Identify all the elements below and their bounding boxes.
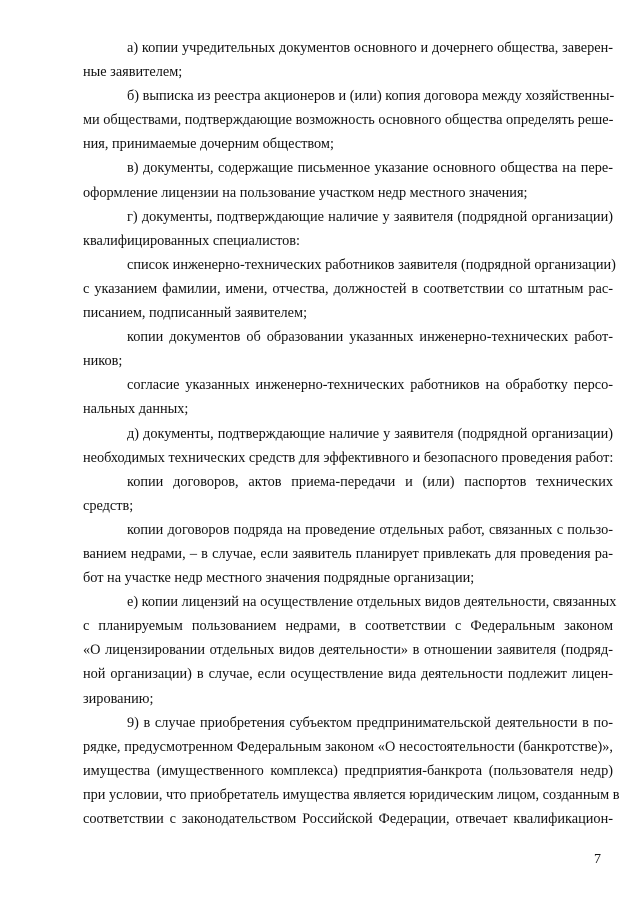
page-number: 7 bbox=[594, 852, 601, 867]
text-line: б) выписка из реестра акционеров и (или) копия договора между хозяйственны- bbox=[127, 88, 615, 105]
text-line: ванием недрами, – в случае, если заявитель планирует привлекать для проведения ра- bbox=[83, 545, 613, 562]
text-line: оформление лицензии на пользование участком недр местного значения; bbox=[83, 184, 528, 201]
text-line: зированию; bbox=[83, 690, 154, 707]
text-line: согласие указанных инженерно-технических работников на обработку персо- bbox=[127, 377, 613, 394]
text-line: необходимых технических средств для эффективного и безопасного проведения работ: bbox=[83, 449, 614, 466]
text-line: при условии, что приобретатель имущества является юридическим лицом, созданным в bbox=[83, 786, 620, 803]
text-line: копии договоров, актов приема-передачи и (или) паспортов технических bbox=[127, 473, 613, 490]
text-line: соответствии с законодательством Российской Федерации, отвечает квалификацион- bbox=[83, 811, 613, 827]
text-line: бот на участке недр местного значения подрядные организации; bbox=[83, 570, 475, 587]
document-body bbox=[83, 36, 620, 831]
text-line: ников; bbox=[83, 353, 123, 370]
text-line: с планируемым пользованием недрами, в соответствии с Федеральным законом bbox=[83, 618, 613, 635]
text-line: 9) в случае приобретения субъектом предпринимательской деятельности в по- bbox=[127, 714, 613, 731]
text-line: средств; bbox=[83, 497, 134, 514]
text-line: писанием, подписанный заявителем; bbox=[83, 305, 308, 322]
text-line: ния, принимаемые дочерним обществом; bbox=[83, 136, 334, 153]
text-line: ми обществами, подтверждающие возможность основного общества определять реше- bbox=[83, 112, 614, 129]
text-line: с указанием фамилии, имени, отчества, должностей в соответствии со штатным рас- bbox=[83, 280, 613, 297]
text-line: «О лицензировании отдельных видов деятельности» в отношении заявителя (подряд- bbox=[83, 642, 613, 659]
text-line: е) копии лицензий на осуществление отдельных видов деятельности, связанных bbox=[127, 594, 617, 611]
text-line: д) документы, подтверждающие наличие у заявителя (подрядной организации) bbox=[127, 425, 613, 442]
text-line: г) документы, подтверждающие наличие у заявителя (подрядной организации) bbox=[127, 208, 613, 225]
text-line: ные заявителем; bbox=[83, 64, 183, 81]
text-line: а) копии учредительных документов основного и дочернего общества, заверен- bbox=[127, 40, 613, 56]
text-line: копии документов об образовании указанных инженерно-технических работ- bbox=[127, 329, 613, 346]
text-line: список инженерно-технических работников заявителя (подрядной организации) bbox=[127, 256, 616, 273]
text-line: квалифицированных специалистов: bbox=[83, 232, 300, 249]
text-line: ной организации) в случае, если осуществление вида деятельности подлежит лицен- bbox=[83, 666, 613, 683]
text-line: рядке, предусмотренном Федеральным законом «О несостоятельности (банкротстве)», bbox=[83, 738, 613, 755]
text-line: нальных данных; bbox=[83, 401, 189, 418]
text-line: копии договоров подряда на проведение отдельных работ, связанных с пользо- bbox=[127, 521, 613, 538]
text-line: в) документы, содержащие письменное указание основного общества на пере- bbox=[127, 160, 613, 177]
text-line: имущества (имущественного комплекса) предприятия-банкрота (пользователя недр) bbox=[83, 762, 613, 779]
